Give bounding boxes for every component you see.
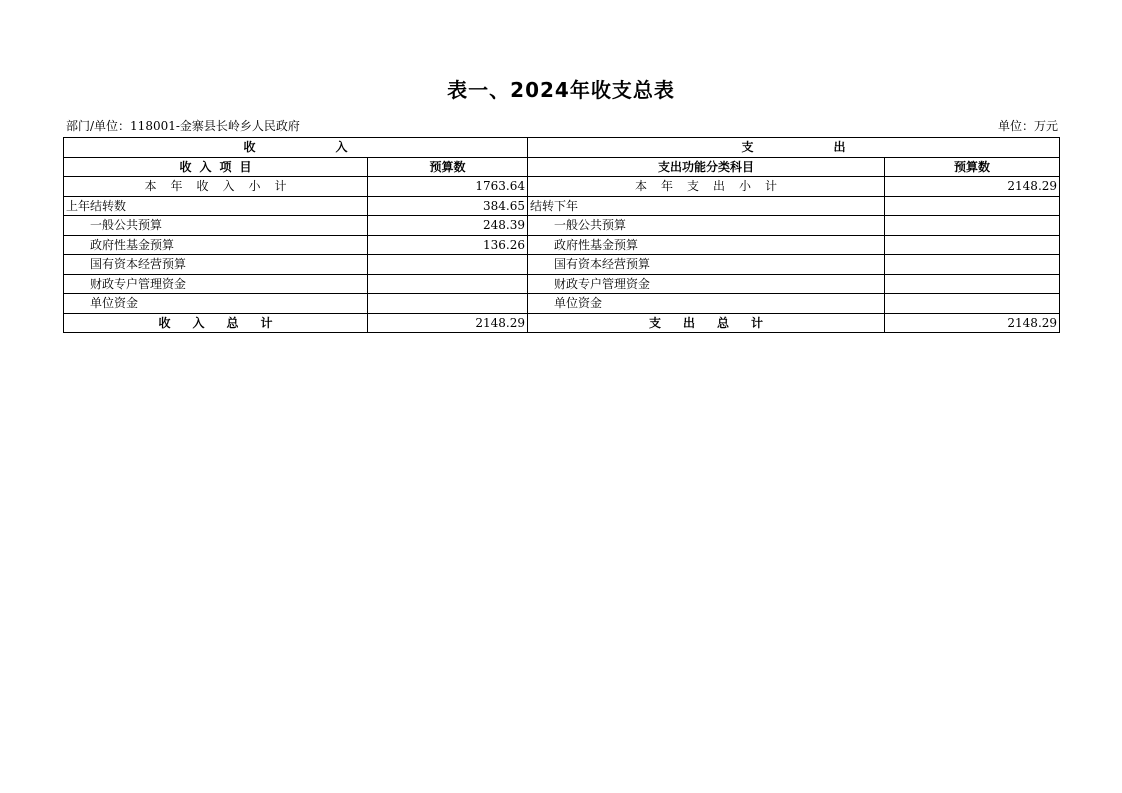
expense-value-cell: 2148.29 — [885, 177, 1060, 197]
income-item-cell: 上年结转数 — [64, 196, 368, 216]
income-value-cell: 1763.64 — [368, 177, 528, 197]
expense-item-cell: 结转下年 — [528, 196, 885, 216]
table-section-header-row — [64, 138, 1060, 158]
table-row — [64, 294, 1060, 314]
income-value-cell: 248.39 — [368, 216, 528, 236]
income-item-column-header: 收入项目 — [64, 157, 368, 177]
department-label: 部门/单位：118001-金寨县长岭乡人民政府 — [66, 119, 300, 133]
income-value-cell — [368, 294, 528, 314]
expense-item-cell: 本年支出小计 — [528, 177, 885, 197]
income-item-cell: 国有资本经营预算 — [64, 255, 368, 275]
income-value-cell: 384.65 — [368, 196, 528, 216]
income-item-cell: 一般公共预算 — [64, 216, 368, 236]
expense-value-cell — [885, 294, 1060, 314]
income-item-cell: 政府性基金预算 — [64, 235, 368, 255]
expense-total-value: 2148.29 — [885, 313, 1060, 333]
expense-section-header: 支出 — [528, 138, 1060, 158]
table-row — [64, 255, 1060, 275]
expense-value-cell — [885, 235, 1060, 255]
expense-value-cell — [885, 196, 1060, 216]
income-total-value: 2148.29 — [368, 313, 528, 333]
table-row — [64, 196, 1060, 216]
expense-item-cell: 单位资金 — [528, 294, 885, 314]
expense-item-column-header: 支出功能分类科目 — [528, 157, 885, 177]
table-total-row — [64, 313, 1060, 333]
income-value-cell — [368, 255, 528, 275]
expense-value-cell — [885, 274, 1060, 294]
expense-item-cell: 国有资本经营预算 — [528, 255, 885, 275]
income-item-cell: 本年收入小计 — [64, 177, 368, 197]
expense-item-cell: 财政专户管理资金 — [528, 274, 885, 294]
income-item-cell: 财政专户管理资金 — [64, 274, 368, 294]
table-row — [64, 274, 1060, 294]
income-total-label: 收入总计 — [64, 313, 368, 333]
expense-item-cell: 一般公共预算 — [528, 216, 885, 236]
table-row — [64, 177, 1060, 197]
expense-total-label: 支出总计 — [528, 313, 885, 333]
income-section-header: 收入 — [64, 138, 528, 158]
income-value-cell: 136.26 — [368, 235, 528, 255]
table-row — [64, 235, 1060, 255]
budget-summary-table — [63, 137, 1060, 333]
expense-value-cell — [885, 216, 1060, 236]
income-budget-column-header: 预算数 — [368, 157, 528, 177]
table-column-header-row — [64, 157, 1060, 177]
unit-label: 单位：万元 — [997, 119, 1058, 133]
expense-item-cell: 政府性基金预算 — [528, 235, 885, 255]
income-value-cell — [368, 274, 528, 294]
expense-value-cell — [885, 255, 1060, 275]
page-title: 表一、2024年收支总表 — [447, 78, 675, 102]
expense-budget-column-header: 预算数 — [885, 157, 1060, 177]
table-row — [64, 216, 1060, 236]
income-item-cell: 单位资金 — [64, 294, 368, 314]
